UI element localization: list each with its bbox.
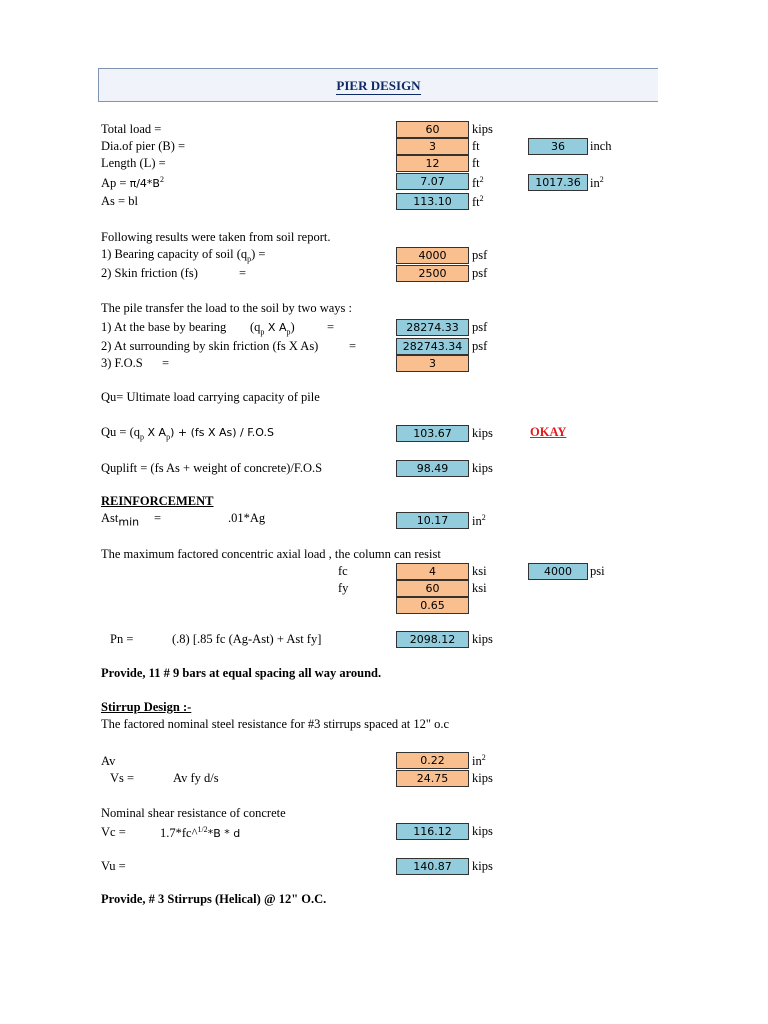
skin-eq: =	[239, 266, 247, 280]
vu-cell[interactable]: 140.87	[396, 858, 469, 875]
ast-eq: =	[154, 511, 162, 525]
total-load-label: Total load =	[101, 122, 162, 136]
skin-unit: psf	[472, 266, 488, 280]
total-load-unit: kips	[472, 122, 493, 136]
bearing-unit: psf	[472, 248, 488, 262]
quplift-cell[interactable]: 98.49	[396, 460, 469, 477]
vs-cell[interactable]: 24.75	[396, 770, 469, 787]
title-banner	[98, 68, 658, 102]
qu-formula: $Qu = (q_p$ X $A_p) + (fs$ X As) / F.O.S	[101, 425, 274, 442]
vs-formula: Av fy d/s	[173, 771, 219, 785]
surround-label: 2) At surrounding by skin friction (fs X As)	[101, 339, 319, 353]
vu-label: Vu =	[101, 859, 126, 873]
av-cell[interactable]: 0.22	[396, 752, 469, 769]
dia-inch-unit: inch	[590, 139, 612, 153]
fy-cell[interactable]: 60	[396, 580, 469, 597]
soil-intro: Following results were taken from soil report.	[101, 230, 331, 244]
phi-cell[interactable]: 0.65	[396, 597, 469, 614]
bearing-label: 1) Bearing capacity of soil $(q_p)$ =	[101, 247, 266, 264]
quplift-label: Quplift = (fs As + weight of concrete)/F.O.S	[101, 461, 323, 475]
provide-bars: Provide, 11 # 9 bars at equal spacing all way around.	[101, 666, 382, 680]
ap-cell[interactable]: 7.07	[396, 173, 469, 190]
page-title: PIER DESIGN	[336, 78, 421, 93]
vc-formula: 1.7*fc^$^{1/2}$*B * d	[160, 825, 241, 841]
ast-unit: $in^2$	[472, 513, 486, 529]
vs-label: Vs =	[110, 771, 135, 785]
fy-unit: ksi	[472, 581, 487, 595]
vu-unit: kips	[472, 859, 493, 873]
quplift-unit: kips	[472, 461, 493, 475]
av-label: Av	[101, 754, 116, 768]
as-label: As = bl	[101, 194, 138, 208]
pn-formula: (.8) [.85 fc (Ag-Ast) + Ast fy]	[172, 632, 322, 646]
stirrup-intro: The factored nominal steel resistance for #3 stirrups spaced at 12" o.c	[101, 717, 450, 731]
ast-formula: .01*Ag	[228, 511, 266, 525]
surround-unit: psf	[472, 339, 488, 353]
ast-label: Ast$_{min}$	[101, 511, 140, 529]
vc-label: Vc =	[101, 825, 126, 839]
ap-in2-unit: $in^2$	[590, 175, 604, 191]
qu-status: OKAY	[530, 425, 567, 439]
fos-cell[interactable]: 3	[396, 355, 469, 372]
surround-eq: =	[349, 339, 357, 353]
qu-cell[interactable]: 103.67	[396, 425, 469, 442]
qu-definition: Qu= Ultimate load carrying capacity of pile	[101, 390, 320, 404]
nominal-shear-text: Nominal shear resistance of concrete	[101, 806, 286, 820]
av-unit: $in^2$	[472, 753, 486, 769]
qu-unit: kips	[472, 426, 493, 440]
base-label: 1) At the base by bearing	[101, 320, 227, 334]
pn-unit: kips	[472, 632, 493, 646]
skin-cell[interactable]: 2500	[396, 265, 469, 282]
ap-in2-cell[interactable]: 1017.36	[528, 174, 588, 191]
fc-cell[interactable]: 4	[396, 563, 469, 580]
vs-unit: kips	[472, 771, 493, 785]
ast-cell[interactable]: 10.17	[396, 512, 469, 529]
vc-cell[interactable]: 116.12	[396, 823, 469, 840]
as-cell[interactable]: 113.10	[396, 193, 469, 210]
fy-label: fy	[338, 581, 349, 595]
vc-unit: kips	[472, 824, 493, 838]
fc-psi-cell[interactable]: 4000	[528, 563, 588, 580]
as-unit: $ft^2$	[472, 194, 484, 210]
provide-stirrups: Provide, # 3 Stirrups (Helical) @ 12" O.C.	[101, 892, 327, 906]
base-eq: =	[327, 320, 335, 334]
bearing-cell[interactable]: 4000	[396, 247, 469, 264]
total-load-cell[interactable]: 60	[396, 121, 469, 138]
skin-label: 2) Skin friction (fs)	[101, 266, 198, 280]
dia-label: Dia.of pier (B) =	[101, 139, 186, 153]
base-formula: ($q_p$ X $A_p$)	[250, 320, 295, 337]
length-label: Length (L) =	[101, 156, 166, 170]
dia-cell[interactable]: 3	[396, 138, 469, 155]
ap-label: $Ap = \pi/4*B^2$	[101, 175, 164, 191]
fos-label: 3) F.O.S	[101, 356, 143, 370]
pn-label: Pn =	[110, 632, 134, 646]
pn-cell[interactable]: 2098.12	[396, 631, 469, 648]
surround-cell[interactable]: 282743.34	[396, 338, 469, 355]
base-cell[interactable]: 28274.33	[396, 319, 469, 336]
transfer-intro: The pile transfer the load to the soil by two ways :	[101, 301, 352, 315]
ap-unit: $ft^2$	[472, 175, 484, 191]
reinforcement-heading: REINFORCEMENT	[101, 494, 214, 508]
dia-unit: ft	[472, 139, 480, 153]
axial-intro: The maximum factored concentric axial load , the column can resist	[101, 547, 441, 561]
length-unit: ft	[472, 156, 480, 170]
stirrup-heading: Stirrup Design :-	[101, 700, 192, 714]
fc-psi-unit: psi	[590, 564, 605, 578]
fc-label: fc	[338, 564, 348, 578]
length-cell[interactable]: 12	[396, 155, 469, 172]
base-unit: psf	[472, 320, 488, 334]
dia-inch-cell[interactable]: 36	[528, 138, 588, 155]
fc-unit: ksi	[472, 564, 487, 578]
fos-eq: =	[162, 356, 170, 370]
